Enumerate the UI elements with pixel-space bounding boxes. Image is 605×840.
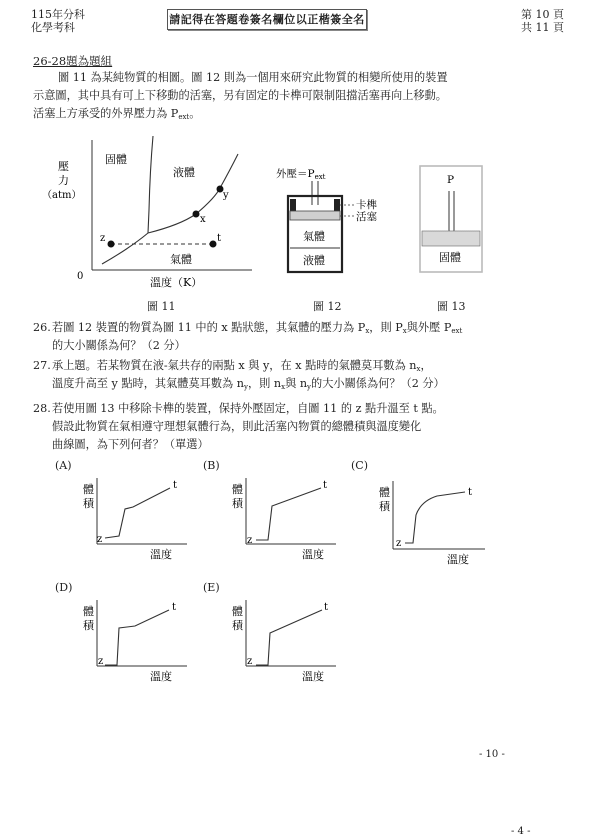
- svg-text:積: 積: [83, 497, 94, 510]
- svg-text:溫度: 溫度: [302, 670, 324, 683]
- fig12-caption: 圖 12: [313, 300, 342, 313]
- q27-line-2: 溫度升高至 y 點時，其氣體莫耳數為 $n_y$，則 $n_x$與 $n_y$的大小關係為何？（2 分）: [52, 377, 445, 391]
- signature-notice: 請記得在答題卷簽名欄位以正楷簽全名: [167, 9, 367, 30]
- fig13-solid-label: 固體: [439, 251, 461, 264]
- fig11-liquid-label: 液體: [173, 166, 195, 179]
- option-d-label[interactable]: (D): [55, 581, 73, 594]
- fig11-label-x: x: [200, 214, 206, 225]
- figure-12-apparatus: [268, 163, 398, 278]
- option-b-graph: [226, 476, 356, 566]
- fig12-piston-label: 活塞: [356, 211, 377, 223]
- intro-line-3: 活塞上方承受的外界壓力為 $P_{ext}$。: [33, 107, 201, 121]
- q26-line-2: 的大小關係為何？（2 分）: [52, 339, 186, 352]
- header-year: 115年分科: [31, 8, 85, 21]
- fig11-ylabel-2: 力: [58, 174, 69, 187]
- fig11-melting-curve: [148, 136, 153, 233]
- figure-13-apparatus: [412, 163, 492, 278]
- fig11-ylabel-1: 壓: [58, 160, 69, 173]
- fig12-piston: [290, 211, 340, 220]
- q26-number: 26.: [33, 321, 51, 334]
- fig13-p-label: P: [447, 174, 455, 186]
- svg-text:積: 積: [83, 619, 94, 632]
- fig13-piston: [422, 231, 480, 246]
- svg-text:t: t: [468, 487, 473, 498]
- svg-text:體: 體: [83, 605, 94, 618]
- option-d-graph: [75, 598, 205, 688]
- header-subject: 化學考科: [31, 21, 75, 34]
- option-b-label[interactable]: (B): [203, 459, 220, 472]
- fig11-sublimation-curve: [102, 233, 148, 264]
- group-title: 26-28題為題組: [33, 54, 113, 68]
- q28-line-2: 假設此物質在氣相遵守理想氣體行為，則此活塞內物質的總體積與溫度變化: [52, 420, 422, 433]
- outer-page-number: - 4 -: [511, 826, 531, 837]
- fig11-label-y: y: [223, 190, 229, 201]
- svg-text:t: t: [172, 602, 177, 613]
- intro-line-2: 示意圖，其中具有可上下移動的活塞，另有固定的卡榫可限制阻擋活塞再向上移動。: [33, 89, 447, 102]
- svg-text:t: t: [323, 480, 328, 491]
- q28-line-1: 若使用圖 13 中移除卡榫的裝置，保持外壓固定，自圖 11 的 z 點升溫至 t 點。: [52, 402, 444, 415]
- fig12-latch-left: [290, 199, 296, 211]
- fig11-label-z: z: [100, 233, 106, 244]
- svg-text:z: z: [247, 656, 253, 667]
- header-page: 第 10 頁: [521, 8, 564, 21]
- svg-text:t: t: [173, 480, 178, 491]
- option-a-graph: [75, 476, 205, 566]
- fig11-solid-label: 固體: [105, 153, 127, 166]
- header-total: 共 11 頁: [521, 21, 564, 34]
- svg-text:溫度: 溫度: [150, 548, 172, 561]
- svg-text:溫度: 溫度: [150, 670, 172, 683]
- option-c-graph: [375, 479, 505, 569]
- option-e-label[interactable]: (E): [203, 581, 220, 594]
- svg-text:體: 體: [232, 605, 243, 618]
- svg-text:溫度: 溫度: [447, 553, 469, 566]
- svg-text:z: z: [98, 656, 104, 667]
- q27-number: 27.: [33, 359, 51, 372]
- fig11-point-t: [210, 241, 217, 248]
- fig12-pressure-label: 外壓＝Pext: [276, 168, 326, 181]
- fig11-gas-label: 氣體: [170, 253, 192, 266]
- option-e-graph: [226, 598, 356, 688]
- intro-line-1: 圖 11 為某純物質的相圖。圖 12 則為一個用來研究此物質的相變所使用的裝置: [58, 71, 448, 84]
- svg-text:積: 積: [232, 497, 243, 510]
- svg-text:體: 體: [379, 486, 390, 499]
- fig12-liquid-label: 液體: [303, 254, 325, 267]
- q28-number: 28.: [33, 402, 51, 415]
- svg-text:體: 體: [83, 483, 94, 496]
- fig11-point-x: [193, 211, 200, 218]
- q28-line-3: 曲線圖，為下列何者？（單選）: [52, 438, 209, 451]
- q26-line-1: 若圖 12 裝置的物質為圖 11 中的 x 點狀態，其氣體的壓力為 $P_x$，則 $P_x$與外壓 $P_{ext}$: [52, 321, 463, 335]
- option-c-label[interactable]: (C): [351, 459, 368, 472]
- fig12-gas-label: 氣體: [303, 230, 325, 243]
- svg-text:體: 體: [232, 483, 243, 496]
- fig11-xlabel: 溫度（K）: [150, 276, 203, 289]
- fig12-latch-right: [334, 199, 340, 211]
- svg-text:z: z: [97, 534, 103, 545]
- fig12-latch-label: 卡榫: [356, 199, 377, 211]
- svg-text:積: 積: [379, 500, 390, 513]
- fig11-point-z: [108, 241, 115, 248]
- svg-text:溫度: 溫度: [302, 548, 324, 561]
- fig11-ylabel-3: （atm）: [42, 190, 82, 201]
- fig11-origin: 0: [77, 271, 84, 282]
- svg-text:z: z: [247, 535, 253, 546]
- svg-text:t: t: [324, 602, 329, 613]
- fig13-caption: 圖 13: [437, 300, 466, 313]
- fig11-label-t: t: [217, 233, 222, 244]
- svg-text:z: z: [396, 538, 402, 549]
- q27-line-1: 承上題。若某物質在液-氣共存的兩點 x 與 y，在 x 點時的氣體莫耳數為 $n_x$，: [52, 359, 432, 373]
- inner-page-number: - 10 -: [479, 749, 505, 760]
- figure-11-phase-diagram: [30, 130, 260, 295]
- svg-text:積: 積: [232, 619, 243, 632]
- fig11-caption: 圖 11: [147, 300, 176, 313]
- option-a-label[interactable]: (A): [55, 459, 72, 472]
